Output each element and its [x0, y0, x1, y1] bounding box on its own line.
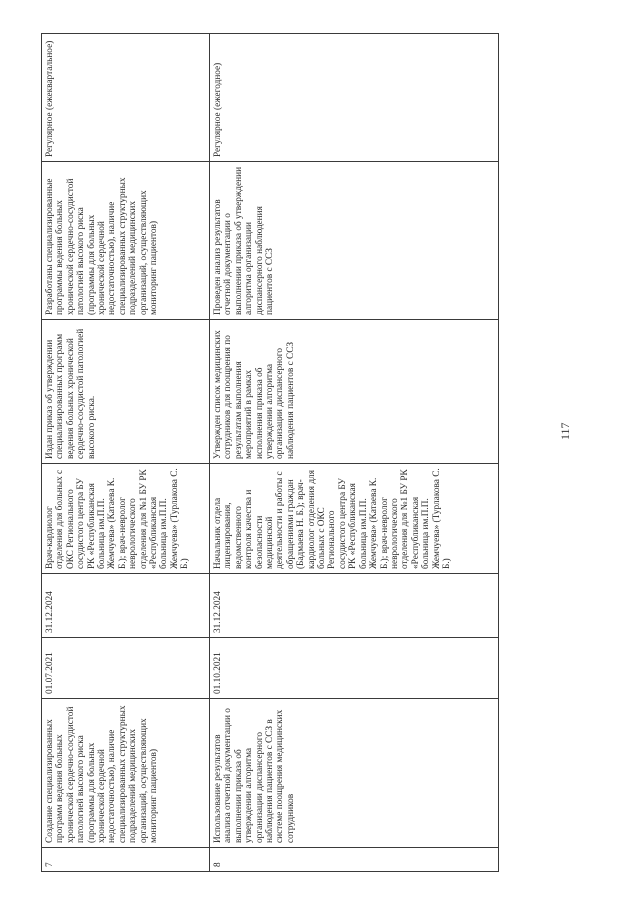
- frequency-cell: Регулярное (ежегодное): [210, 34, 499, 162]
- result-cell: Утвержден список медицинских сотрудников для поощрения по результатам выполнения мероприятий в рамках исполнения приказа об утверждении алгоритма организации диспансерного наблюдения пациентов с ССЗ: [210, 320, 499, 464]
- row-number: 7: [42, 848, 210, 872]
- indicator-cell: Разработаны специализированные программы ведения больных хронической сердечно-сосудистой патологией высокого риска (программы для больных хронической сердечной недостаточностью), наличие специализированных структурных подразделений медицинских организаций, осуществляющих мониторинг пациентов): [42, 162, 210, 320]
- row-number: 8: [210, 848, 499, 872]
- responsible-cell: Врач-кардиолог отделения для больных с ОКС Регионального сосудистого центра БУ РК «Республиканская больница им.П.П. Жемчуева» (Катаева К. Б.); врач-невролог неврологического отделения для №1 БУ РК «Республиканская больница им.П.П. Жемчуева» (Турлакова С. Б.): [42, 464, 210, 574]
- start-date-cell: 01.10.2021: [210, 638, 499, 699]
- measures-table: [41, 33, 499, 872]
- indicator-cell: Проведен анализ результатов отчетной документации о выполнении приказа об утверждении алгоритма организации диспансерного наблюдения пациентов с ССЗ: [210, 162, 499, 320]
- start-date-cell: 01.07.2021: [42, 638, 210, 699]
- responsible-cell: Начальник отдела лицензирования, ведомственного контроля качества и безопасности медицинской деятельности и работы с обращениями граждан (Бадмаева Н. Б.); врач-кардиолог отделения для больных с ОКС Регионального сосудистого центра БУ РК «Республиканская больница им.П.П. Жемчуева» (Катаева К. Б.); врач-невролог неврологического отделения для №1 БУ РК «Республиканская больница им.П.П. Жемчуева» (Турлакова С. Б.): [210, 464, 499, 574]
- frequency-cell: Регулярное (ежеквартальное): [42, 34, 210, 162]
- end-date-cell: 31.12.2024: [210, 574, 499, 638]
- table-row: [210, 34, 499, 872]
- event-cell: Создание специализированных программ ведения больных хронической сердечно-сосудистой патологией высокого риска (программы для больных хронической сердечной недостаточностью), наличие специализированных структурных подразделений медицинских организаций, осуществляющих мониторинг пациентов): [42, 699, 210, 848]
- table-row: [42, 34, 210, 872]
- binding-dot: [18, 600, 19, 601]
- end-date-cell: 31.12.2024: [42, 574, 210, 638]
- result-cell: Издан приказ об утверждении специализированных программ ведения больных хронической сердечно-сосудистой патологией высокого риска.: [42, 320, 210, 464]
- page-number: 117: [558, 422, 572, 440]
- event-cell: Использование результатов анализа отчетной документации о выполнении приказа об утверждении алгоритма организации диспансерного наблюдения пациентов с ССЗ в системе поощрения медицинских сотрудников: [210, 699, 499, 848]
- rotated-table-sheet: [41, 34, 498, 872]
